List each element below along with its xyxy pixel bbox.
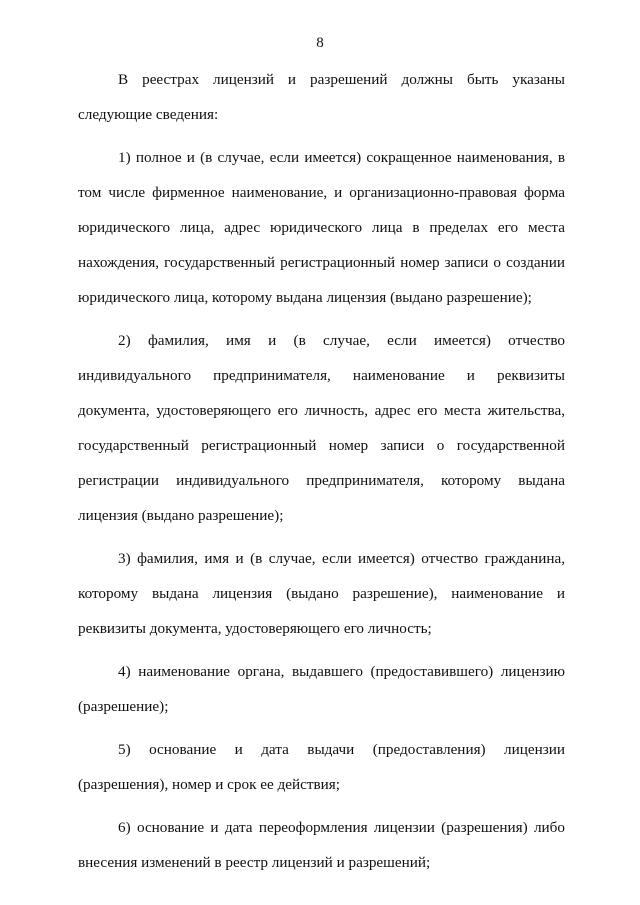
paragraph-item-4: 4) наименование органа, выдавшего (предоставившего) лицензию (разрешение); [78, 663, 565, 715]
document-body [78, 62, 565, 880]
paragraph-item-2: 2) фамилия, имя и (в случае, если имеется) отчество индивидуального предпринимателя, наименование и реквизиты документа, удостоверяющего его личность, адрес его места жительства, государственный регистрационный номер записи о государственной регистрации индивидуального предпринимателя, которому выдана лицензия (выдано разрешение); [78, 332, 565, 524]
paragraph-item-5: 5) основание и дата выдачи (предоставления) лицензии (разрешения), номер и срок ее действия; [78, 741, 565, 793]
paragraph-item-1: 1) полное и (в случае, если имеется) сокращенное наименования, в том числе фирменное наименование, и организационно-правовая форма юридического лица, адрес юридического лица в пределах его места нахождения, государственный регистрационный номер записи о создании юридического лица, которому выдана лицензия (выдано разрешение); [78, 149, 565, 306]
paragraph-intro: В реестрах лицензий и разрешений должны быть указаны следующие сведения: [78, 71, 565, 123]
paragraph-item-3: 3) фамилия, имя и (в случае, если имеется) отчество гражданина, которому выдана лицензия (выдано разрешение), наименование и реквизиты документа, удостоверяющего его личность; [78, 550, 565, 637]
paragraph-item-6: 6) основание и дата переоформления лицензии (разрешения) либо внесения изменений в реестр лицензий и разрешений; [78, 819, 565, 871]
page-number: 8 [316, 35, 324, 51]
